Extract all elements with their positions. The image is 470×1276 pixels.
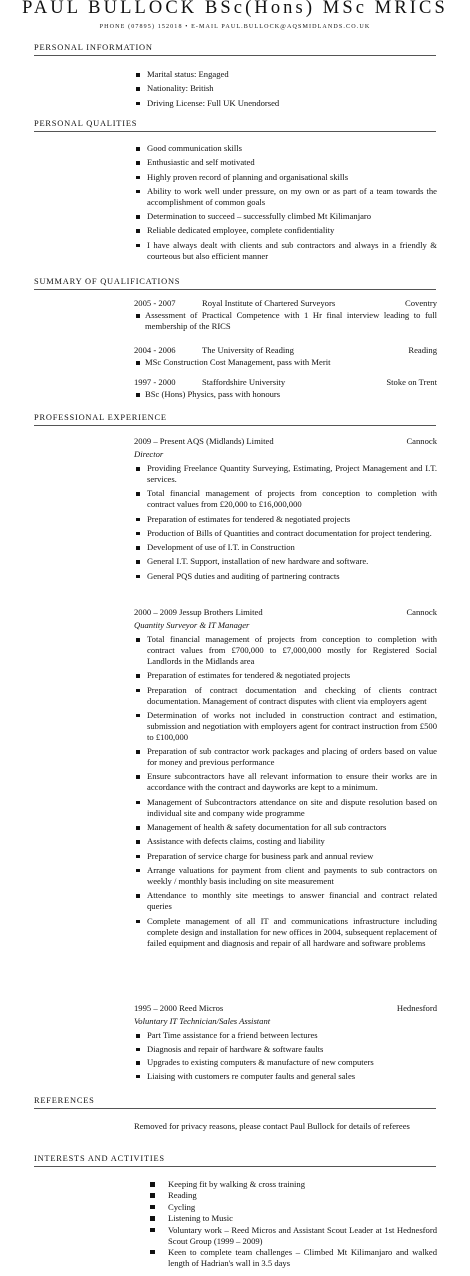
qualification-header (134, 298, 437, 309)
section-heading-interests: INTERESTS AND ACTIVITIES (34, 1154, 165, 1163)
list-item: Upgrades to existing computers & manufacture of new computers (134, 1057, 437, 1068)
contact-line: PHONE (07895) 152018 • E-MAIL PAUL.BULLOCK@AQSMIDLANDS.CO.UK (99, 24, 371, 30)
personal-information-list (134, 69, 437, 112)
section-heading-personal-information: PERSONAL INFORMATION (34, 43, 153, 52)
list-item: Voluntary work – Reed Micros and Assistant Scout Leader at 1st Hednesford Scout Group (1999 – 2009) (150, 1225, 437, 1247)
qualification-dates: 2005 - 2007 (134, 298, 176, 308)
job-header (134, 436, 437, 447)
qualification-institution: The University of Reading (202, 345, 294, 355)
list-item: Production of Bills of Quantities and contract documentation for project tendering. (134, 528, 437, 539)
list-item: Ability to work well under pressure, on my own or as part of a team towards the accomplishment of common goals (134, 186, 437, 208)
qualification-header (134, 377, 437, 388)
list-item: Total financial management of projects from conception to completion with contract values from £20,000 to £16,000,000 (134, 488, 437, 510)
list-item: Attendance to monthly site meetings to answer financial and contract related queries (134, 890, 437, 912)
list-item: Total financial management of projects from conception to completion with contract values from £700,000 to £7,000,000 mostly for Registered Social Landlords in the Midlands area (134, 634, 437, 667)
section-heading-experience: PROFESSIONAL EXPERIENCE (34, 413, 167, 422)
list-item: Keeping fit by walking & cross training (150, 1179, 437, 1190)
job-location: Cannock (406, 436, 437, 446)
list-item: Good communication skills (134, 143, 437, 154)
section-divider (34, 289, 436, 290)
references-text: Removed for privacy reasons, please contact Paul Bullock for details of referees (134, 1121, 410, 1131)
qualification-institution: Staffordshire University (202, 377, 286, 387)
list-item: Management of Subcontractors attendance on site and dispute resolution based on individual site and company wide programme (134, 797, 437, 819)
section-divider (34, 1108, 436, 1109)
qualification-location: Coventry (405, 298, 437, 308)
job-header (134, 1003, 437, 1014)
list-item: General PQS duties and auditing of partnering contracts (134, 571, 437, 582)
list-item: Cycling (150, 1202, 437, 1213)
qualification-details (134, 310, 437, 334)
job-location: Cannock (406, 607, 437, 617)
section-divider (34, 1166, 436, 1167)
list-item: Preparation of estimates for tendered & negotiated projects (134, 514, 437, 525)
job-duties-list (134, 634, 437, 952)
list-item: Keen to complete team challenges – Climbed Mt Kilimanjaro and walked length of Hadrian's wall in 3.5 days (150, 1247, 437, 1269)
qualification-details (134, 389, 437, 402)
list-item: Preparation of estimates for tendered & negotiated projects (134, 670, 437, 681)
qualification-details (134, 357, 437, 370)
list-item: Arrange valuations for payment from client and payments to sub contractors on weekly / monthly basis including on site measurement (134, 865, 437, 887)
qualification-dates: 2004 - 2006 (134, 345, 176, 355)
list-item: Preparation of service charge for business park and annual review (134, 851, 437, 862)
job-role: Director (134, 449, 164, 459)
interests-list (150, 1179, 437, 1269)
list-item: Preparation of contract documentation and checking of clients contract documentation. Management of contract disputes with client via employers agent (134, 685, 437, 707)
qualification-location: Reading (408, 345, 437, 355)
section-heading-personal-qualities: PERSONAL QUALITIES (34, 119, 138, 128)
qualification-institution: Royal Institute of Chartered Surveyors (202, 298, 336, 308)
list-item: BSc (Hons) Physics, pass with honours (134, 389, 437, 400)
job-location: Hednesford (396, 1003, 437, 1013)
list-item: Highly proven record of planning and organisational skills (134, 172, 437, 183)
job-title-line: 1995 – 2000 Reed Micros (134, 1003, 224, 1013)
list-item: Reading (150, 1190, 437, 1201)
list-item: Assistance with defects claims, costing and liability (134, 836, 437, 847)
list-item: Nationality: British (134, 83, 437, 94)
list-item: Preparation of sub contractor work packages and placing of orders based on value for money and previous performance (134, 746, 437, 768)
job-role: Quantity Surveyor & IT Manager (134, 620, 250, 630)
list-item: Determination of works not included in construction contract and estimation, submission and negotiation with employers agent for contract instruction from £500 to £100,000 (134, 710, 437, 743)
section-divider (34, 55, 436, 56)
list-item: Development of use of I.T. in Construction (134, 542, 437, 553)
qualification-dates: 1997 - 2000 (134, 377, 176, 387)
list-item: General I.T. Support, installation of new hardware and software. (134, 556, 437, 567)
list-item: Enthusiastic and self motivated (134, 157, 437, 168)
job-duties-list (134, 1030, 437, 1084)
list-item: Liaising with customers re computer faults and general sales (134, 1071, 437, 1082)
qualification-location: Stoke on Trent (386, 377, 437, 387)
list-item: Determination to succeed – successfully climbed Mt Kilimanjaro (134, 211, 437, 222)
list-item: Reliable dedicated employee, complete confidentiality (134, 225, 437, 236)
job-header (134, 607, 437, 618)
list-item: Complete management of all IT and communications infrastructure including complete design and installation for new offices in 2004, subsequent replacement of failed equipment and diagnosis and repair of all hardware and software problems (134, 916, 437, 949)
job-title-line: 2000 – 2009 Jessup Brothers Limited (134, 607, 263, 617)
qualification-header (134, 345, 437, 356)
section-divider (34, 131, 436, 132)
list-item: Management of health & safety documentation for all sub contractors (134, 822, 437, 833)
section-heading-references: REFERENCES (34, 1096, 95, 1105)
section-divider (34, 425, 436, 426)
section-heading-qualifications: SUMMARY OF QUALIFICATIONS (34, 277, 181, 286)
list-item: Ensure subcontractors have all relevant information to ensure their works are in accordance with the contract and dayworks are kept to a minimum. (134, 771, 437, 793)
job-duties-list (134, 463, 437, 585)
list-item: Marital status: Engaged (134, 69, 437, 80)
list-item: Diagnosis and repair of hardware & software faults (134, 1044, 437, 1055)
list-item: MSc Construction Cost Management, pass with Merit (134, 357, 437, 368)
job-title-line: 2009 – Present AQS (Midlands) Limited (134, 436, 274, 446)
cv-name: PAUL BULLOCK BSc(Hons) MSc MRICS (22, 0, 448, 18)
list-item: Part Time assistance for a friend between lectures (134, 1030, 437, 1041)
list-item: I have always dealt with clients and sub contractors and always in a friendly & courteous but also efficient manner (134, 240, 437, 262)
personal-qualities-list (134, 143, 437, 265)
list-item: Listening to Music (150, 1213, 437, 1224)
job-role: Voluntary IT Technician/Sales Assistant (134, 1016, 271, 1026)
list-item: Providing Freelance Quantity Surveying, Estimating, Project Management and I.T. services. (134, 463, 437, 485)
list-item: Driving License: Full UK Unendorsed (134, 98, 437, 109)
list-item: Assessment of Practical Competence with 1 Hr final interview leading to full membership of the RICS (134, 310, 437, 332)
